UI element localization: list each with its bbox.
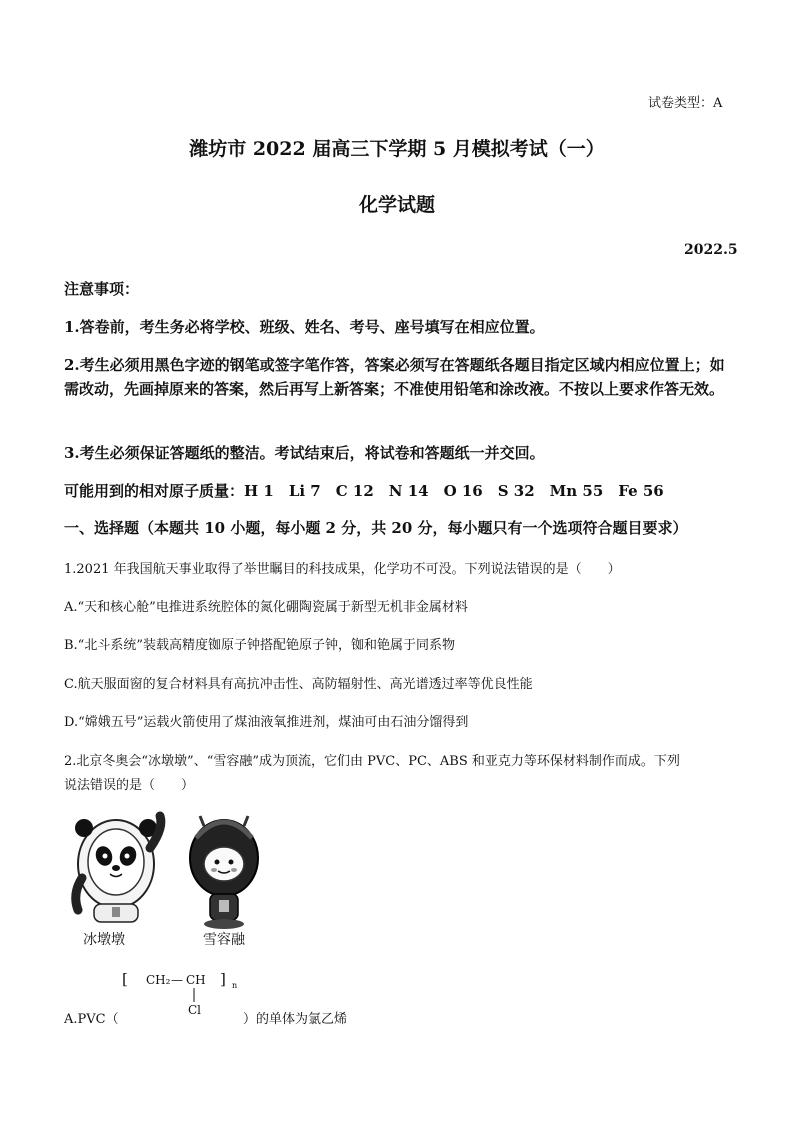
question-1-stem: 1.2021 年我国航天事业取得了举世瞩目的科技成果，化学功不可没。下列说法错误的是（ ） — [64, 562, 621, 577]
formula-ch: CH — [186, 973, 206, 987]
subject-title: 化学试题 — [358, 194, 435, 216]
notice-item-1: 1.答卷前，考生务必将学校、班级、姓名、考号、座号填写在相应位置。 — [64, 318, 545, 336]
question-1-option-a: A.“天和核心舱”电推进系统腔体的氮化硼陶瓷属于新型无机非金属材料 — [64, 600, 468, 615]
notice-heading: 注意事项： — [64, 280, 140, 298]
bing-dwen-dwen-figure — [75, 816, 161, 922]
paper-type-label: 试卷类型：A — [648, 96, 723, 111]
formula-cl: Cl — [188, 1003, 202, 1017]
question-1-option-c: C.航天服面窗的复合材料具有高抗冲击性、高防辐射性、高光谱透过率等优良性能 — [64, 677, 533, 692]
formula-open-bracket: [ — [122, 970, 128, 988]
pvc-structural-formula — [118, 968, 248, 1018]
formula-ch2: CH₂ — [146, 973, 171, 987]
atomic-mass-line: 可能用到的相对原子质量：H 1 Li 7 C 12 N 14 O 16 S 32 Mn 55 Fe 56 — [64, 482, 664, 500]
formula-bond: — — [171, 973, 183, 987]
formula-subscript-n: n — [232, 981, 238, 990]
formula-close-bracket: ] — [220, 970, 226, 988]
mascot-label-1: 冰墩墩 — [83, 932, 125, 948]
exam-title: 潍坊市 2022 届高三下学期 5 月模拟考试（一） — [189, 138, 605, 160]
mascot-figure — [64, 808, 274, 950]
pvc-formula-svg — [118, 968, 248, 1018]
mascot-label-2: 雪容融 — [203, 932, 245, 948]
section-heading: 一、选择题（本题共 10 小题，每小题 2 分，共 20 分，每小题只有一个选项符合题目要求） — [64, 519, 688, 537]
mascot-illustration — [64, 808, 274, 950]
question-1-option-b: B.“北斗系统”装载高精度铷原子钟搭配铯原子钟，铷和铯属于同系物 — [64, 638, 455, 653]
question-2-option-a-prefix: A.PVC（ — [64, 1012, 119, 1027]
question-1-option-d: D.“嫦娥五号”运载火箭使用了煤油液氧推进剂，煤油可由石油分馏得到 — [64, 715, 469, 730]
exam-date: 2022.5 — [684, 242, 738, 258]
shuey-rhon-rhon-figure — [190, 816, 258, 929]
question-2-stem-line2: 说法错误的是（ ） — [64, 778, 195, 793]
notice-item-3: 3.考生必须保证答题纸的整洁。考试结束后，将试卷和答题纸一并交回。 — [64, 444, 545, 462]
notice-item-2: 2.考生必须用黑色字迹的钢笔或签字笔作答，答案必须写在答题纸各题目指定区域内相应位置上；如需改动，先画掉原来的答案，然后再写上新答案；不准使用铅笔和涂改液。不按以上要求作答无效。 — [64, 356, 725, 398]
question-2-stem-line1: 2.北京冬奥会“冰墩墩”、“雪容融”成为顶流，它们由 PVC、PC、ABS 和亚克力等环保材料制作而成。下列 — [64, 754, 680, 769]
question-2-option-a-suffix: ）的单体为氯乙烯 — [243, 1012, 348, 1027]
